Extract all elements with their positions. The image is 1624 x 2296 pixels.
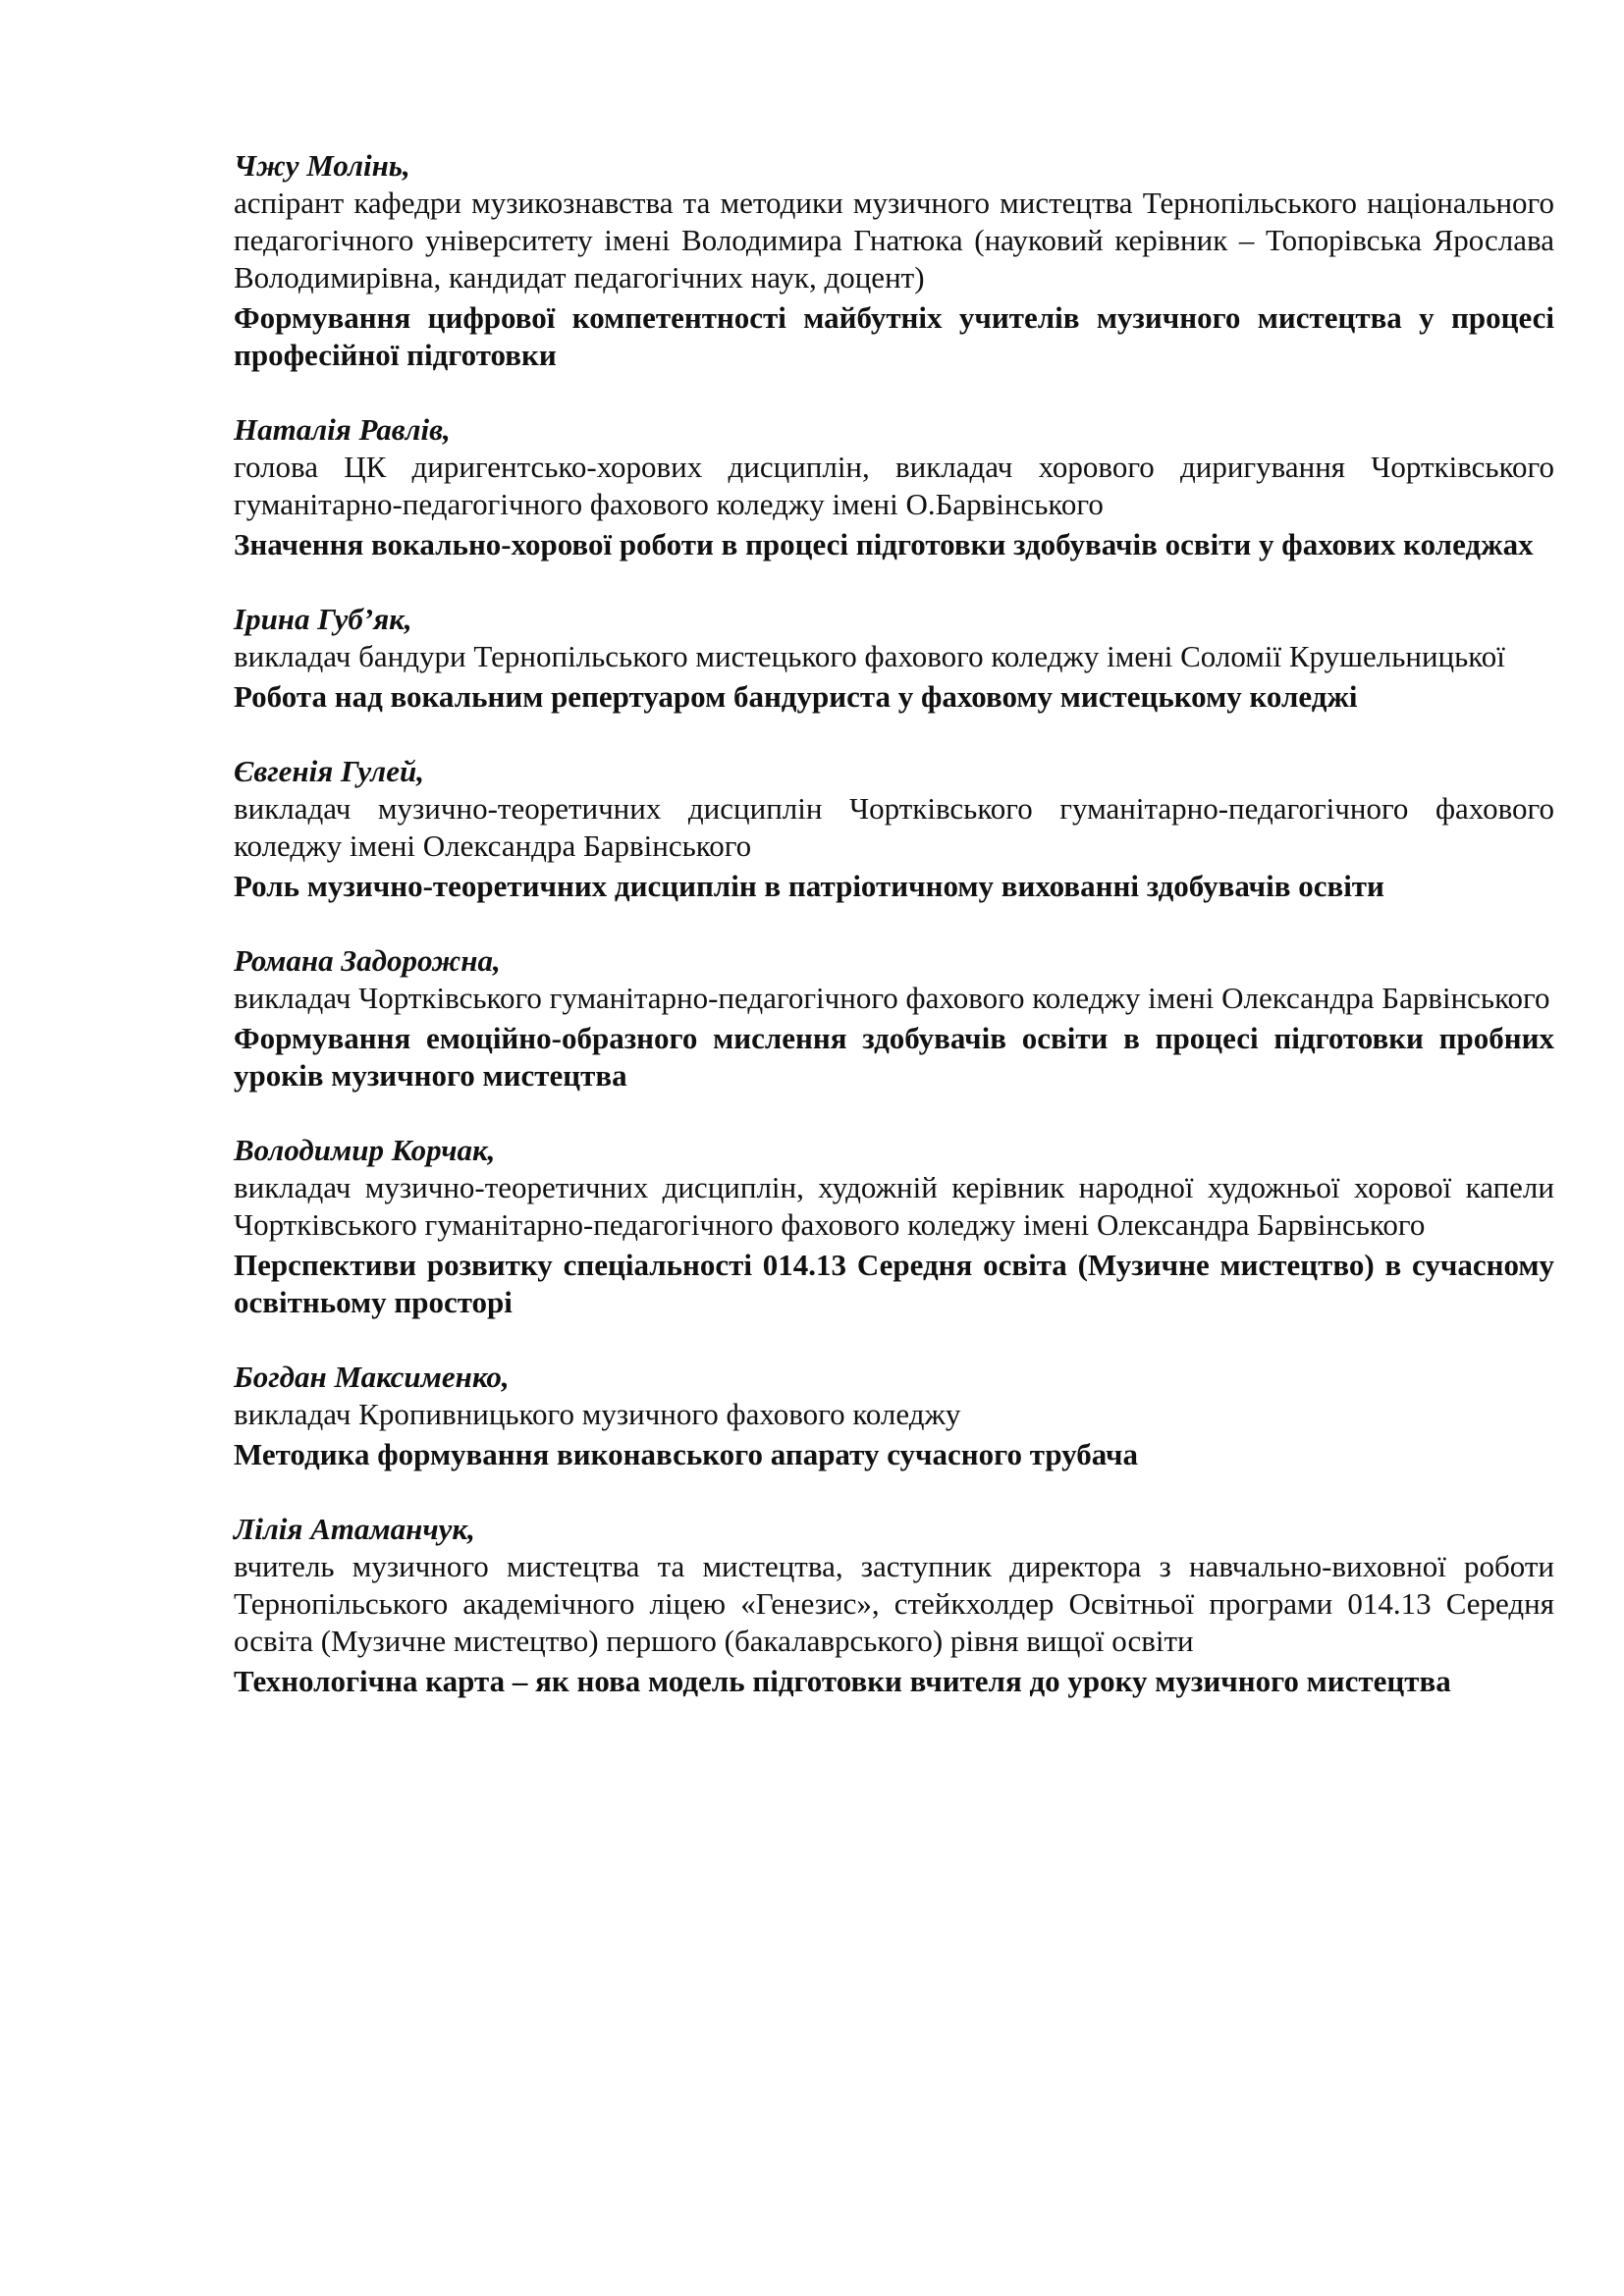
speaker-entry: [234, 147, 1554, 374]
speaker-name: Ірина Губ’як,: [234, 602, 412, 636]
talk-topic: Перспективи розвитку спеціальності 014.13 Середня освіта (Музичне мистецтво) в сучасному освітньому просторі: [234, 1248, 1554, 1319]
speaker-name: Чжу Молінь,: [234, 148, 410, 183]
speaker-entry: [234, 942, 1554, 1095]
speaker-affiliation: викладач бандури Тернопільського мистецького фахового коледжу імені Соломії Крушельницької: [234, 639, 1505, 673]
speaker-affiliation: викладач музично-теоретичних дисциплін Чортківського гуманітарно-педагогічного фахового коледжу імені Олександра Барвінського: [234, 791, 1554, 863]
speaker-affiliation: викладач Чортківського гуманітарно-педагогічного фахового коледжу імені Олександра Барвінського: [234, 981, 1550, 1015]
speaker-entry: [234, 411, 1554, 563]
speaker-entry: [234, 1132, 1554, 1321]
talk-topic: Робота над вокальним репертуаром бандуриста у фаховому мистецькому коледжі: [234, 679, 1358, 714]
speaker-affiliation: голова ЦК диригентсько-хорових дисциплін, викладач хорового диригування Чортківського гуманітарно-педагогічного фахового коледжу імені О.Барвінського: [234, 450, 1554, 521]
speaker-name: Лілія Атаманчук,: [234, 1512, 475, 1546]
speaker-name: Євгенія Гулей,: [234, 754, 424, 788]
talk-topic: Формування емоційно-образного мислення здобувачів освіти в процесі підготовки пробних уроків музичного мистецтва: [234, 1021, 1554, 1093]
speaker-affiliation: викладач музично-теоретичних дисциплін, художній керівник народної художньої хорової капели Чортківського гуманітарно-педагогічного фахового коледжу імені Олександра Барвінського: [234, 1170, 1554, 1242]
talk-topic: Роль музично-теоретичних дисциплін в патріотичному вихованні здобувачів освіти: [234, 869, 1384, 903]
speaker-entry: [234, 601, 1554, 716]
speaker-entry: [234, 1359, 1554, 1473]
talk-topic: Значення вокально-хорової роботи в процесі підготовки здобувачів освіти у фахових коледжах: [234, 527, 1534, 561]
speaker-affiliation: аспірант кафедри музикознавства та методики музичного мистецтва Тернопільського національного педагогічного університету імені Володимира Гнатюка (науковий керівник – Топорівська Ярослава Володимирівна, кандидат педагогічних наук, доцент): [234, 186, 1554, 294]
talk-topic: Методика формування виконавського апарату сучасного трубача: [234, 1437, 1138, 1471]
document-page: [234, 147, 1554, 1700]
speaker-entry: [234, 1511, 1554, 1700]
speaker-name: Наталія Равлів,: [234, 412, 451, 447]
speaker-name: Романа Задорожна,: [234, 943, 501, 978]
speaker-affiliation: вчитель музичного мистецтва та мистецтва, заступник директора з навчально-виховної роботи Тернопільського академічного ліцею «Генезис», стейкхолдер Освітньої програми 014.13 Середня освіта (Музичне мистецтво) першого (бакалаврського) рівня вищої освіти: [234, 1549, 1554, 1658]
speaker-name: Богдан Максименко,: [234, 1360, 510, 1394]
speaker-entry: [234, 753, 1554, 905]
speaker-name: Володимир Корчак,: [234, 1133, 496, 1167]
talk-topic: Формування цифрової компетентності майбутніх учителів музичного мистецтва у процесі професійної підготовки: [234, 300, 1554, 372]
talk-topic: Технологічна карта – як нова модель підготовки вчителя до уроку музичного мистецтва: [234, 1664, 1451, 1698]
speaker-affiliation: викладач Кропивницького музичного фахового коледжу: [234, 1397, 961, 1431]
